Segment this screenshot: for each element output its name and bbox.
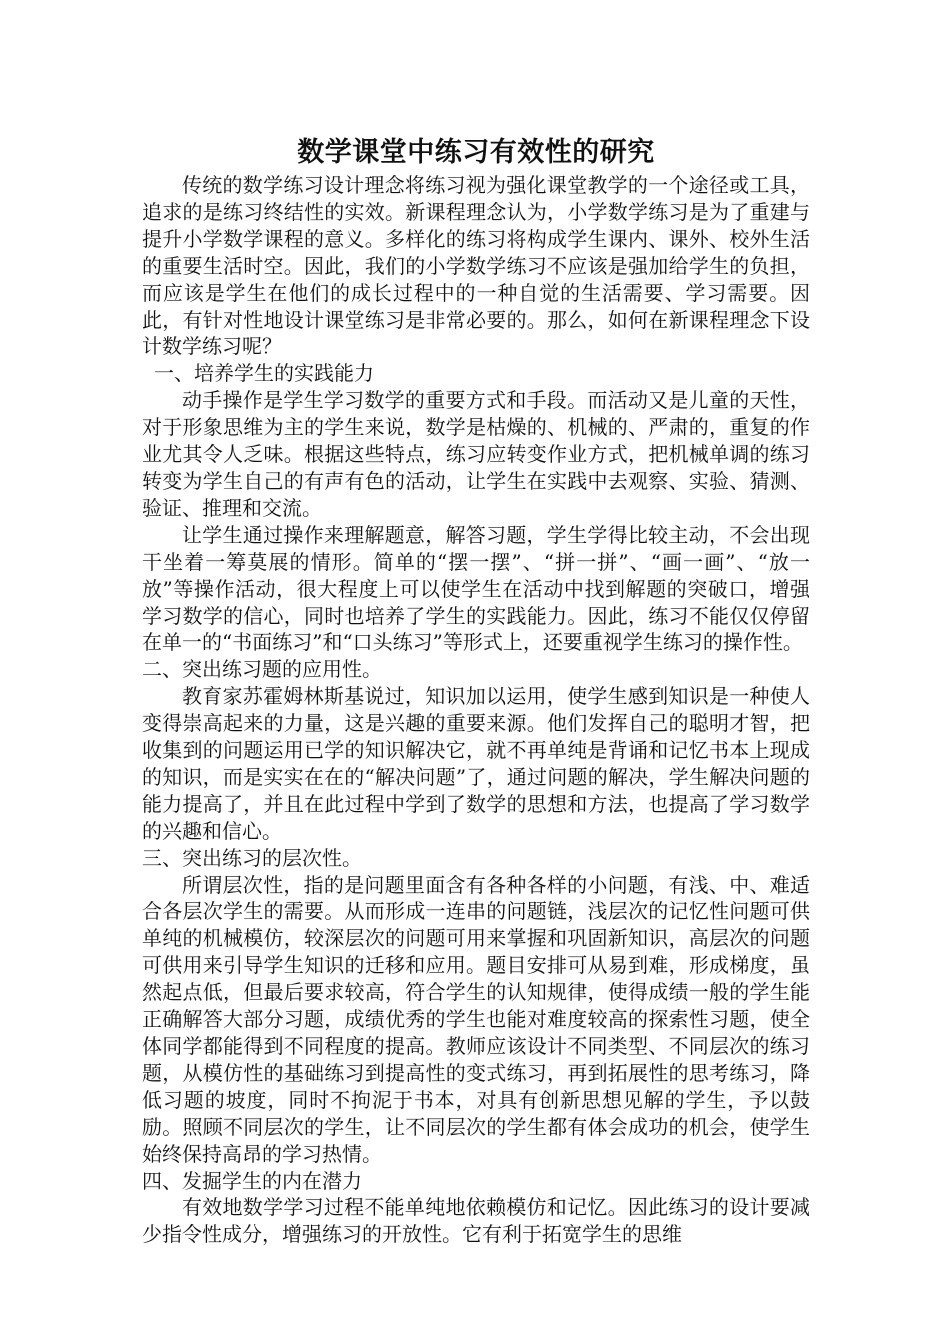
- intro-paragraph: 传统的数学练习设计理念将练习视为强化课堂教学的一个途径或工具，追求的是练习终结性的实效。新课程理念认为，小学数学练习是为了重建与提升小学数学课程的意义。多样化的练习将构成学生课内、课外、校外生活的重要生活时空。因此，我们的小学数学练习不应该是强加给学生的负担，而应该是学生在他们的成长过程中的一种自觉的生活需要、学习需要。因此，有针对性地设计课堂练习是非常必要的。那么，如何在新课程理念下设计数学练习呢？: [142, 173, 810, 359]
- section-heading: 二、突出练习题的应用性。: [142, 657, 382, 682]
- section-potential: [142, 1168, 810, 1249]
- section-heading: 三、突出练习的层次性。: [142, 845, 362, 870]
- section-levels: [142, 845, 810, 1168]
- document-body: [142, 134, 810, 1248]
- body-paragraph: 动手操作是学生学习数学的重要方式和手段。而活动又是儿童的天性，对于形象思维为主的学生来说，数学是枯燥的、机械的、严肃的，重复的作业尤其令人乏味。根据这些特点，练习应转变作业方式，把机械单调的练习转变为学生自己的有声有色的活动，让学生在实践中去观察、实验、猜测、验证、推理和交流。: [142, 388, 810, 520]
- section-practice-ability: [142, 360, 810, 656]
- body-paragraph: 让学生通过操作来理解题意，解答习题，学生学得比较主动，不会出现干坐着一筹莫展的情形。简单的“摆一摆”、“拼一拼”、“画一画”、“放一放”等操作活动，很大程度上可以使学生在活动中找到解题的突破口，增强学习数学的信心，同时也培养了学生的实践能力。因此，练习不能仅仅停留在单一的“书面练习”和“口头练习”等形式上，还要重视学生练习的操作性。: [142, 522, 810, 655]
- section-heading: 一、培养学生的实践能力: [154, 361, 374, 386]
- section-heading: 四、发掘学生的内在潜力: [142, 1168, 362, 1193]
- body-paragraph: 教育家苏霍姆林斯基说过，知识加以运用，使学生感到知识是一种使人变得崇高起来的力量，这是兴趣的重要来源。他们发挥自己的聪明才智，把收集到的问题运用已学的知识解决它，就不再单纯是背诵和记忆书本上现成的知识，而是实实在在的“解决问题”了，通过问题的解决，学生解决问题的能力提高了，并且在此过程中学到了数学的思想和方法，也提高了学习数学的兴趣和信心。: [142, 684, 810, 843]
- section-application: [142, 656, 810, 844]
- document-title: 数学课堂中练习有效性的研究: [297, 137, 655, 168]
- body-paragraph: 有效地数学学习过程不能单纯地依赖模仿和记忆。因此练习的设计要减少指令性成分，增强练习的开放性。它有利于拓宽学生的思维: [142, 1195, 810, 1247]
- body-paragraph: 所谓层次性，指的是问题里面含有各种各样的小问题，有浅、中、难适合各层次学生的需要。从而形成一连串的问题链，浅层次的记忆性问题可供单纯的机械模仿，较深层次的问题可用来掌握和巩固新知识，高层次的问题可供用来引导学生知识的迁移和应用。题目安排可从易到难，形成梯度，虽然起点低，但最后要求较高，符合学生的认知规律，使得成绩一般的学生能正确解答大部分习题，成绩优秀的学生也能对难度较高的探索性习题，使全体同学都能得到不同程度的提高。教师应该设计不同类型、不同层次的练习题，从模仿性的基础练习到提高性的变式练习，再到拓展性的思考练习，降低习题的坡度，同时不拘泥于书本，对具有创新思想见解的学生，予以鼓励。照顾不同层次的学生，让不同层次的学生都有体会成功的机会，使学生始终保持高昂的学习热情。: [142, 872, 810, 1166]
